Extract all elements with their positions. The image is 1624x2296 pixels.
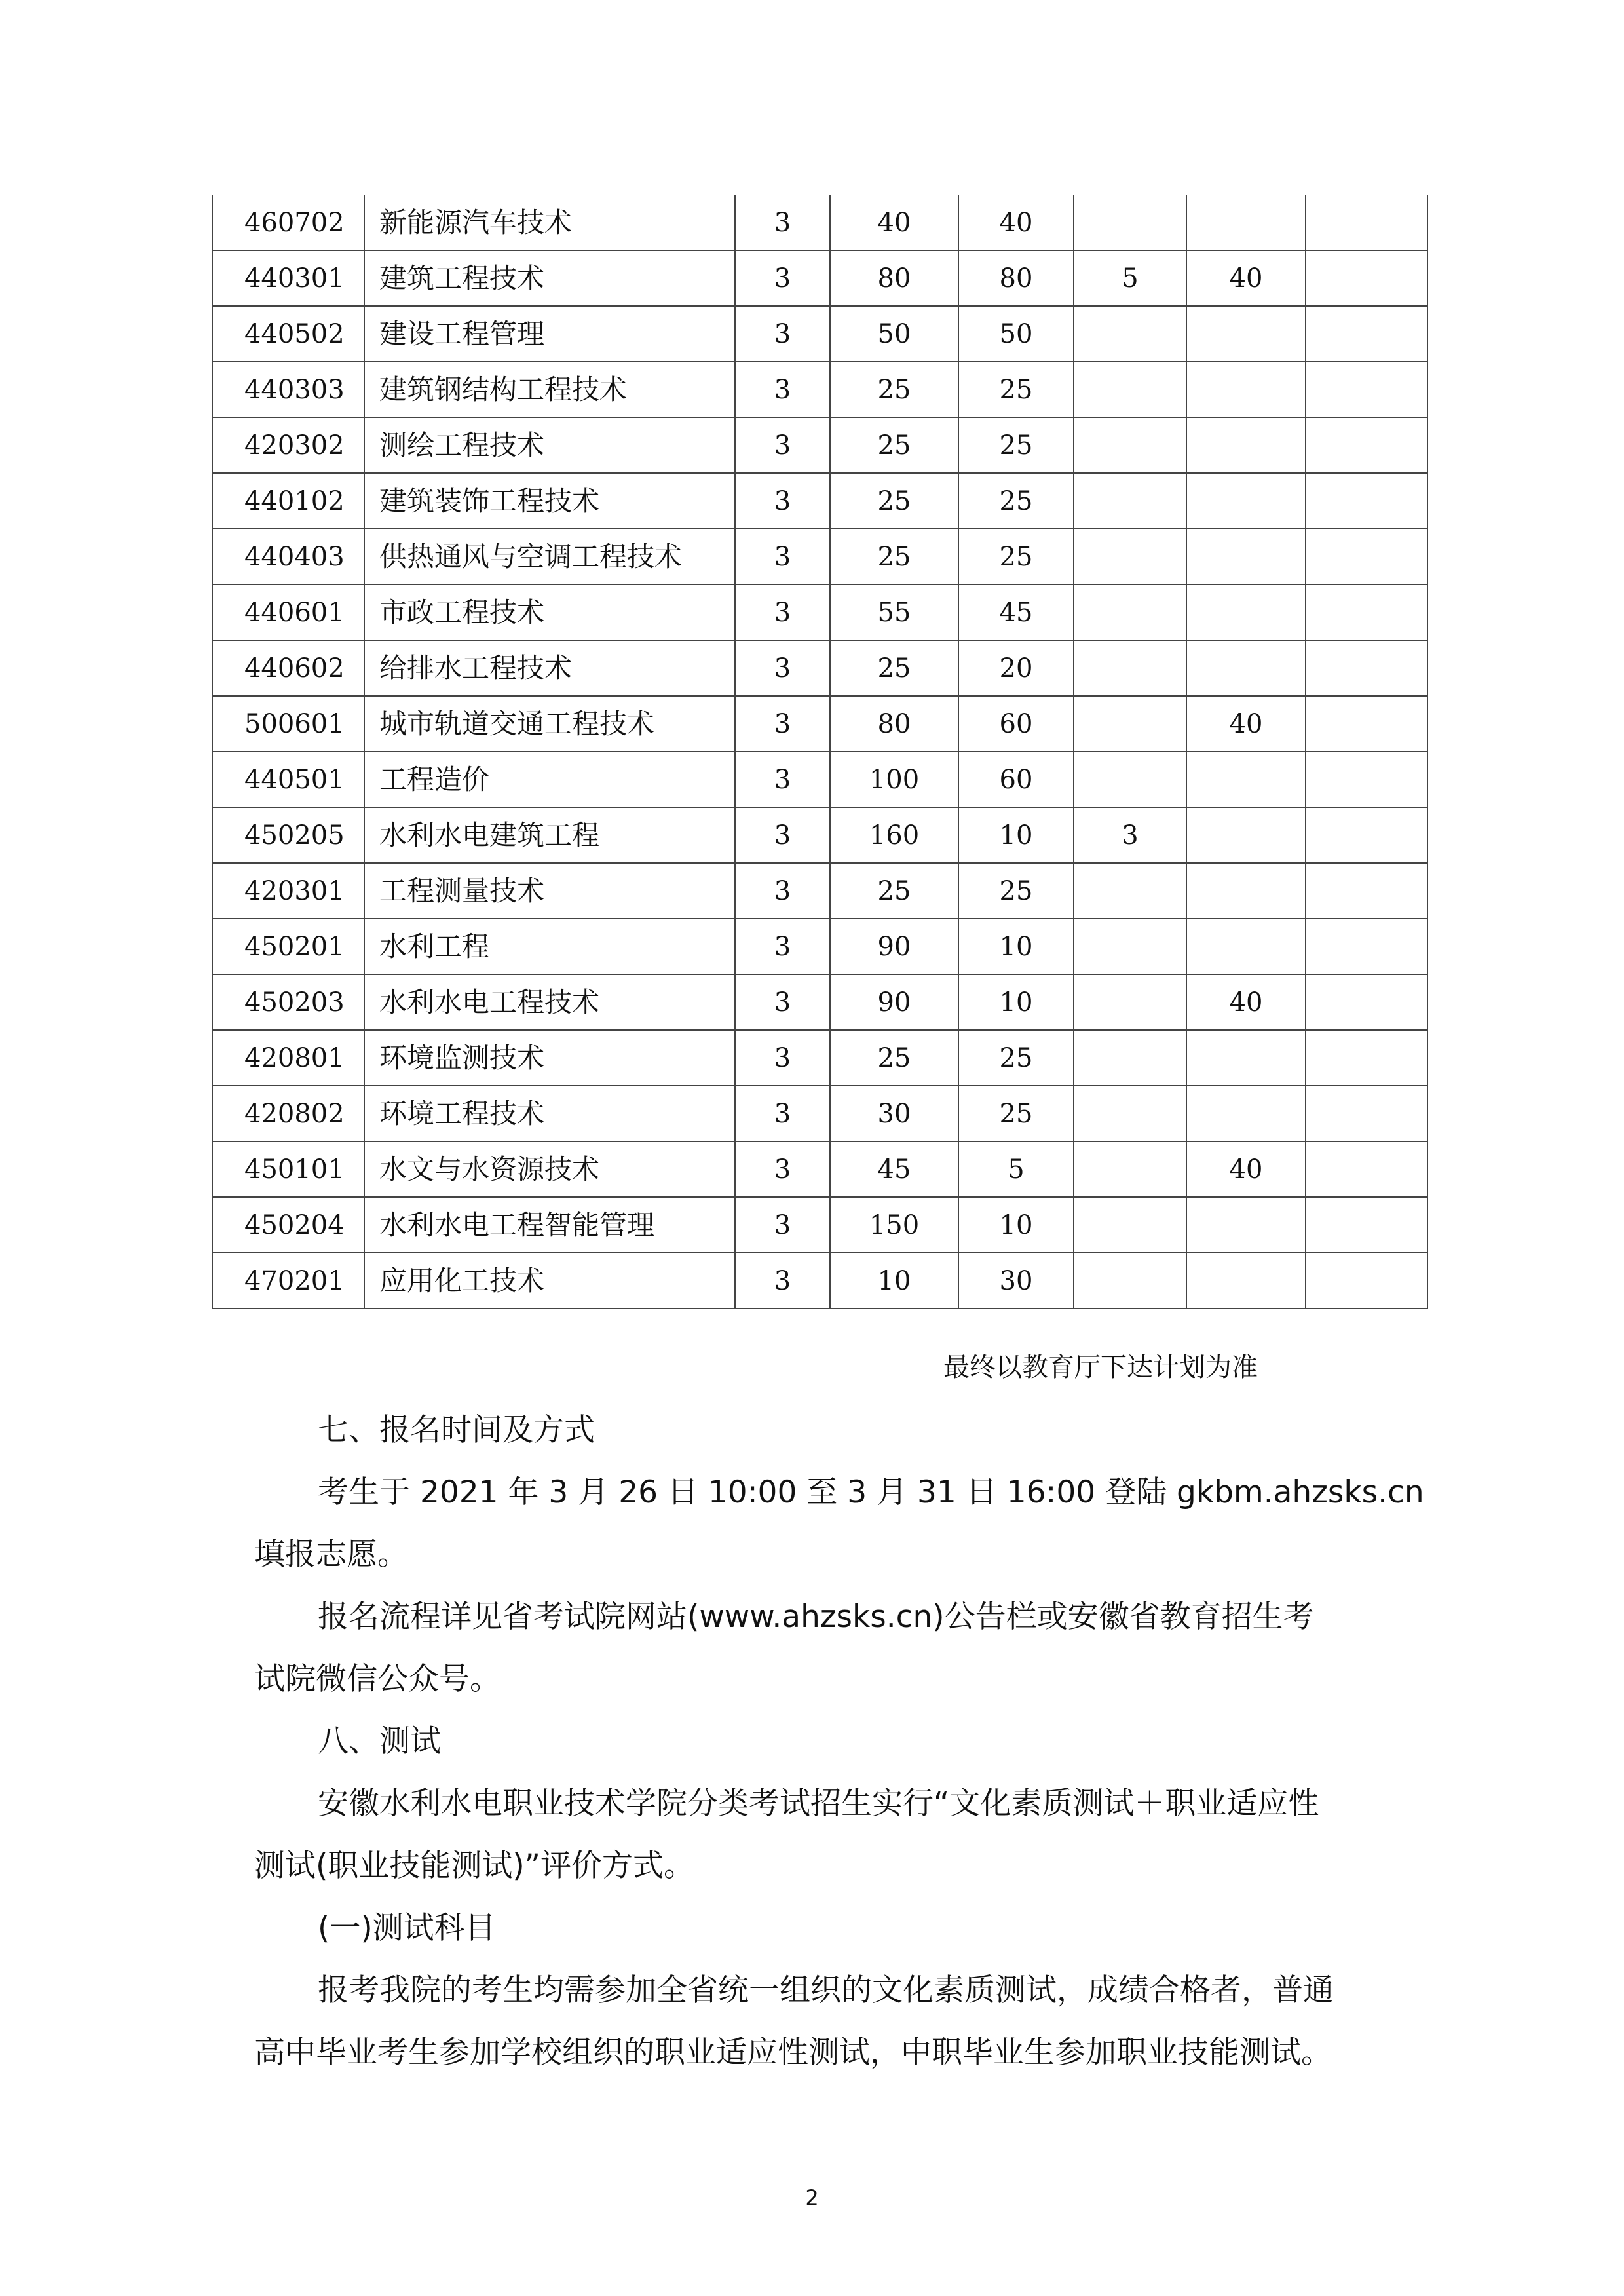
table-row (212, 696, 1427, 752)
table-cell: 3 (735, 250, 830, 306)
table-cell (1074, 417, 1186, 473)
table-cell: 90 (830, 919, 958, 974)
table-cell: 3 (735, 752, 830, 807)
table-cell: 3 (735, 195, 830, 250)
table-cell (1186, 752, 1306, 807)
table-cell: 3 (735, 1253, 830, 1309)
table-cell (1074, 529, 1186, 584)
table-cell (1306, 1197, 1427, 1253)
major-code-cell: 450205 (212, 807, 364, 863)
table-cell (1074, 696, 1186, 752)
table-cell (1074, 473, 1186, 529)
table-cell (1306, 195, 1427, 250)
table-cell (1186, 417, 1306, 473)
table-cell: 3 (735, 529, 830, 584)
table-row (212, 863, 1427, 919)
table-cell (1306, 417, 1427, 473)
major-code-cell: 420302 (212, 417, 364, 473)
table-cell (1306, 696, 1427, 752)
major-code-cell: 450201 (212, 919, 364, 974)
table-cell (1074, 362, 1186, 417)
enrollment-plan-table (212, 195, 1428, 1309)
table-cell (1186, 195, 1306, 250)
table-cell: 40 (1186, 696, 1306, 752)
major-name-cell: 测绘工程技术 (364, 417, 735, 473)
major-name-cell: 市政工程技术 (364, 584, 735, 640)
major-code-cell: 440303 (212, 362, 364, 417)
table-cell: 80 (830, 250, 958, 306)
table-cell: 80 (830, 696, 958, 752)
table-row (212, 1253, 1427, 1309)
major-name-cell: 建筑工程技术 (364, 250, 735, 306)
table-cell (1074, 863, 1186, 919)
table-cell (1074, 1086, 1186, 1141)
table-cell: 45 (958, 584, 1074, 640)
table-cell (1074, 1141, 1186, 1197)
table-cell: 3 (735, 807, 830, 863)
table-cell (1074, 1030, 1186, 1086)
table-cell (1074, 306, 1186, 362)
table-cell: 3 (735, 362, 830, 417)
table-cell (1186, 1253, 1306, 1309)
table-cell (1186, 362, 1306, 417)
major-code-cell: 450101 (212, 1141, 364, 1197)
table-cell: 25 (830, 473, 958, 529)
table-cell: 60 (958, 752, 1074, 807)
table-cell (1306, 306, 1427, 362)
page-number: 2 (805, 2185, 819, 2210)
table-cell: 25 (958, 529, 1074, 584)
major-name-cell: 环境工程技术 (364, 1086, 735, 1141)
section-7-line-4: 试院微信公众号。 (254, 1661, 500, 1697)
table-cell (1306, 584, 1427, 640)
table-cell: 3 (735, 919, 830, 974)
section-7-line-2: 填报志愿。 (254, 1537, 408, 1573)
major-code-cell: 440601 (212, 584, 364, 640)
table-cell (1186, 640, 1306, 696)
table-cell (1074, 1253, 1186, 1309)
major-code-cell: 440403 (212, 529, 364, 584)
table-cell: 50 (830, 306, 958, 362)
table-cell (1074, 974, 1186, 1030)
table-cell (1186, 1086, 1306, 1141)
major-name-cell: 供热通风与空调工程技术 (364, 529, 735, 584)
major-code-cell: 440102 (212, 473, 364, 529)
table-cell (1186, 919, 1306, 974)
major-name-cell: 给排水工程技术 (364, 640, 735, 696)
table-row (212, 250, 1427, 306)
major-name-cell: 水利工程 (364, 919, 735, 974)
major-code-cell: 440501 (212, 752, 364, 807)
table-cell: 3 (735, 1086, 830, 1141)
major-name-cell: 水利水电建筑工程 (364, 807, 735, 863)
major-code-cell: 470201 (212, 1253, 364, 1309)
major-code-cell: 420802 (212, 1086, 364, 1141)
table-row (212, 195, 1427, 250)
table-cell: 25 (830, 362, 958, 417)
table-cell: 5 (958, 1141, 1074, 1197)
table-cell: 55 (830, 584, 958, 640)
table-row (212, 1030, 1427, 1086)
table-cell (1306, 1086, 1427, 1141)
table-cell: 25 (958, 417, 1074, 473)
major-name-cell: 建筑装饰工程技术 (364, 473, 735, 529)
table-cell: 40 (1186, 250, 1306, 306)
section-7-line-3: 报名流程详见省考试院网站(www.ahzsks.cn)公告栏或安徽省教育招生考 (318, 1599, 1314, 1635)
major-code-cell: 440602 (212, 640, 364, 696)
table-cell (1306, 752, 1427, 807)
table-cell (1306, 529, 1427, 584)
table-cell (1306, 640, 1427, 696)
major-name-cell: 环境监测技术 (364, 1030, 735, 1086)
table-cell (1074, 640, 1186, 696)
table-cell: 10 (958, 807, 1074, 863)
table-cell: 40 (958, 195, 1074, 250)
table-cell: 25 (958, 1086, 1074, 1141)
table-cell: 60 (958, 696, 1074, 752)
table-cell (1074, 919, 1186, 974)
table-cell (1186, 1197, 1306, 1253)
table-cell (1186, 1030, 1306, 1086)
table-cell: 30 (958, 1253, 1074, 1309)
table-cell: 20 (958, 640, 1074, 696)
table-cell (1186, 863, 1306, 919)
major-name-cell: 应用化工技术 (364, 1253, 735, 1309)
table-cell: 3 (735, 473, 830, 529)
table-row (212, 1141, 1427, 1197)
table-cell: 3 (735, 306, 830, 362)
table-cell (1306, 807, 1427, 863)
table-cell: 5 (1074, 250, 1186, 306)
table-cell: 160 (830, 807, 958, 863)
major-name-cell: 水文与水资源技术 (364, 1141, 735, 1197)
table-cell: 3 (735, 1197, 830, 1253)
section-8-line-3: 报考我院的考生均需参加全省统一组织的文化素质测试，成绩合格者，普通 (318, 1972, 1334, 2008)
table-cell (1186, 584, 1306, 640)
table-cell: 3 (735, 974, 830, 1030)
section-8-line-1: 安徽水利水电职业技术学院分类考试招生实行“文化素质测试＋职业适应性 (318, 1786, 1319, 1822)
table-cell: 25 (830, 417, 958, 473)
major-code-cell: 420801 (212, 1030, 364, 1086)
table-row (212, 417, 1427, 473)
table-cell: 10 (958, 974, 1074, 1030)
section-8-line-4: 高中毕业考生参加学校组织的职业适应性测试，中职毕业生参加职业技能测试。 (254, 2035, 1332, 2071)
table-note: 最终以教育厅下达计划为准 (943, 1352, 1258, 1383)
major-code-cell: 420301 (212, 863, 364, 919)
table-row (212, 919, 1427, 974)
table-cell: 10 (958, 1197, 1074, 1253)
table-cell: 50 (958, 306, 1074, 362)
major-code-cell: 440301 (212, 250, 364, 306)
table-cell (1074, 584, 1186, 640)
table-cell: 3 (735, 640, 830, 696)
table-cell: 25 (958, 362, 1074, 417)
section-7-line-1: 考生于 2021 年 3 月 26 日 10:00 至 3 月 31 日 16:00 登陆 gkbm.ahzsks.cn (318, 1474, 1424, 1510)
table-cell (1306, 863, 1427, 919)
section-7-heading: 七、报名时间及方式 (318, 1412, 595, 1448)
table-cell (1306, 974, 1427, 1030)
table-cell: 80 (958, 250, 1074, 306)
table-cell: 25 (830, 863, 958, 919)
major-code-cell: 450203 (212, 974, 364, 1030)
major-code-cell: 440502 (212, 306, 364, 362)
table-cell (1306, 362, 1427, 417)
table-row (212, 752, 1427, 807)
table-cell (1306, 919, 1427, 974)
table-cell: 40 (1186, 974, 1306, 1030)
table-cell: 25 (830, 640, 958, 696)
major-name-cell: 建筑钢结构工程技术 (364, 362, 735, 417)
major-code-cell: 450204 (212, 1197, 364, 1253)
major-name-cell: 水利水电工程技术 (364, 974, 735, 1030)
table-row (212, 529, 1427, 584)
table-row (212, 974, 1427, 1030)
table-cell: 40 (830, 195, 958, 250)
table-row (212, 362, 1427, 417)
table-cell (1074, 752, 1186, 807)
major-code-cell: 500601 (212, 696, 364, 752)
table-row (212, 1197, 1427, 1253)
table-body (212, 195, 1427, 1309)
table-cell (1186, 306, 1306, 362)
table-cell: 3 (735, 584, 830, 640)
table-cell: 3 (735, 696, 830, 752)
table-cell: 30 (830, 1086, 958, 1141)
table-cell: 150 (830, 1197, 958, 1253)
table-row (212, 584, 1427, 640)
table-row (212, 473, 1427, 529)
table-row (212, 640, 1427, 696)
table-cell: 100 (830, 752, 958, 807)
table-cell (1186, 473, 1306, 529)
table-row (212, 1086, 1427, 1141)
table-cell: 25 (958, 1030, 1074, 1086)
table-cell (1306, 1030, 1427, 1086)
major-name-cell: 城市轨道交通工程技术 (364, 696, 735, 752)
table-cell: 25 (958, 863, 1074, 919)
table-cell: 10 (958, 919, 1074, 974)
table-cell (1306, 250, 1427, 306)
major-name-cell: 工程造价 (364, 752, 735, 807)
table-cell: 25 (830, 529, 958, 584)
table-cell: 45 (830, 1141, 958, 1197)
table-cell: 3 (735, 1030, 830, 1086)
table-cell (1074, 195, 1186, 250)
major-name-cell: 水利水电工程智能管理 (364, 1197, 735, 1253)
section-8-heading: 八、测试 (318, 1723, 441, 1759)
major-name-cell: 新能源汽车技术 (364, 195, 735, 250)
table-cell: 40 (1186, 1141, 1306, 1197)
table-row (212, 807, 1427, 863)
table-cell (1074, 1197, 1186, 1253)
table-cell (1186, 529, 1306, 584)
table-cell: 3 (735, 1141, 830, 1197)
table-cell (1306, 473, 1427, 529)
section-8-line-2: 测试(职业技能测试)”评价方式。 (254, 1848, 695, 1884)
table-cell (1306, 1141, 1427, 1197)
section-8-subheading: (一)测试科目 (318, 1910, 496, 1946)
table-cell: 90 (830, 974, 958, 1030)
table-cell: 3 (735, 417, 830, 473)
major-name-cell: 工程测量技术 (364, 863, 735, 919)
table-cell: 3 (735, 863, 830, 919)
table-row (212, 306, 1427, 362)
major-name-cell: 建设工程管理 (364, 306, 735, 362)
major-code-cell: 460702 (212, 195, 364, 250)
table-cell: 10 (830, 1253, 958, 1309)
table-cell: 3 (1074, 807, 1186, 863)
table-cell: 25 (958, 473, 1074, 529)
table-cell (1186, 807, 1306, 863)
table-cell (1306, 1253, 1427, 1309)
table-cell: 25 (830, 1030, 958, 1086)
